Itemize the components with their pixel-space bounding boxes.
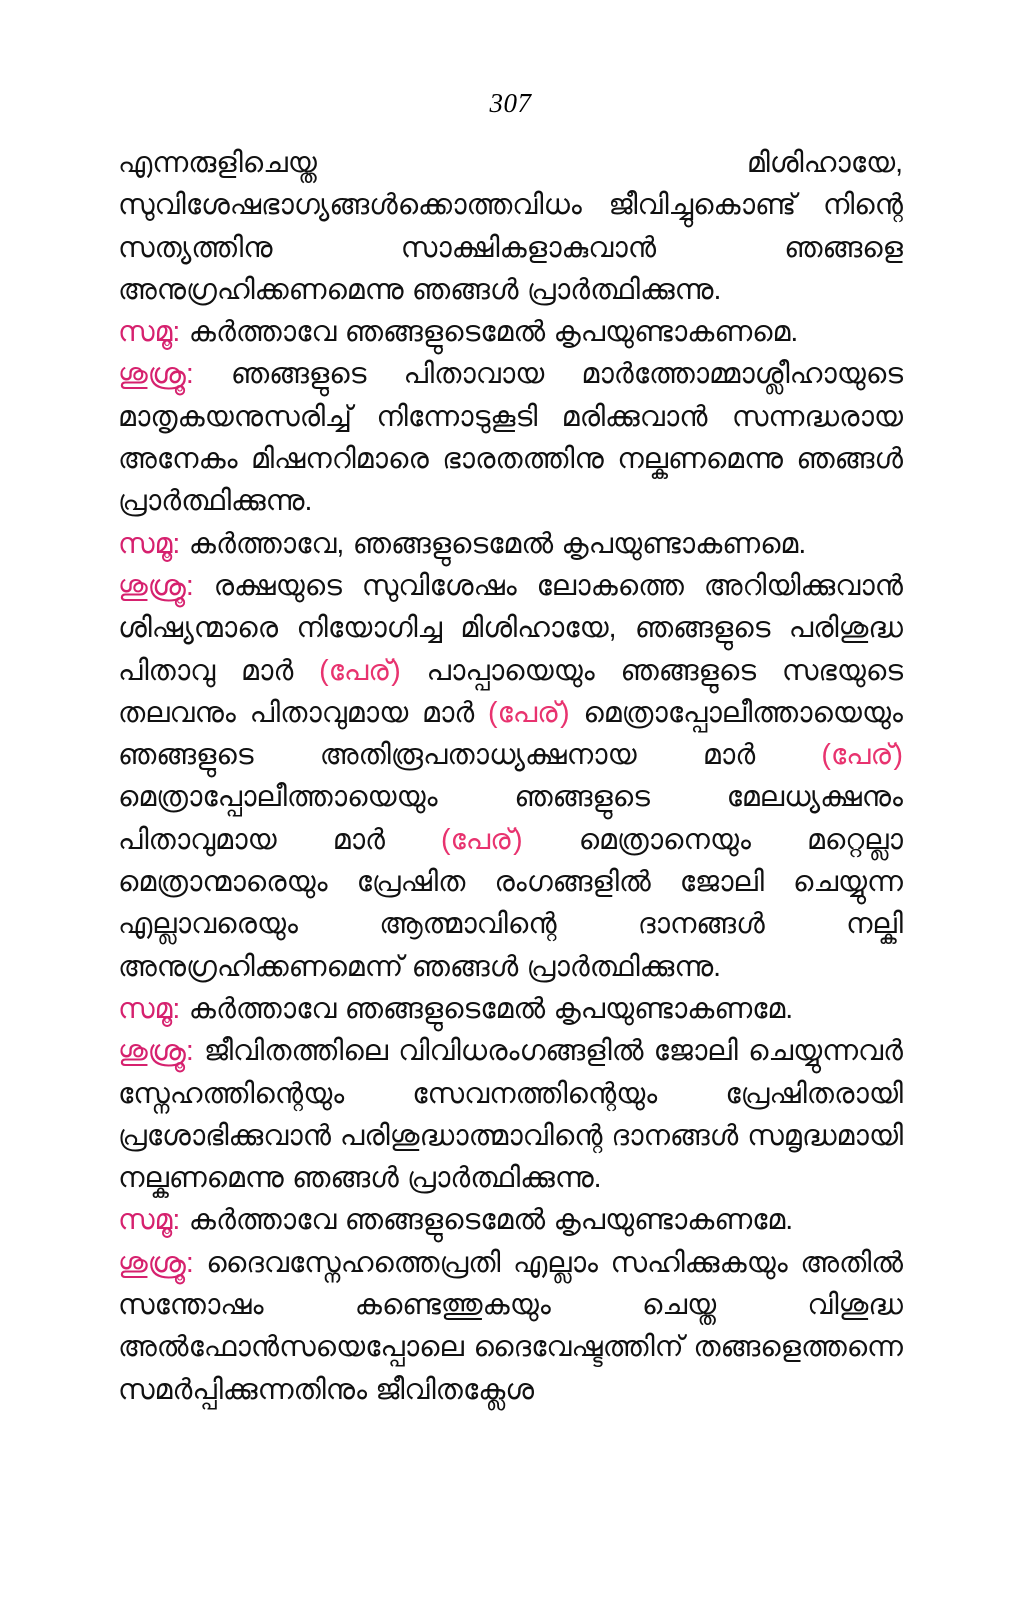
- paragraph-text: [180, 993, 188, 1025]
- paragraph-versicle: [118, 1030, 903, 1199]
- paragraph-text: മെത്രാനെയും മറ്റെല്ലാ മെത്രാന്മാരെയും പ്രേഷിത രംഗങ്ങളിൽ ജോലി ചെയ്യുന്ന എല്ലാവരെയും ആത്മാവിന്റെ ദാനങ്ങൾ നല്കി അനുഗ്രഹിക്കണമെന്ന് ഞങ്ങൾ പ്രാർത്ഥിക്കുന്നു.: [118, 823, 903, 983]
- paragraph-text: കർത്താവേ, ഞങ്ങളുടെമേൽ കൃപയുണ്ടാകണമെ.: [188, 527, 807, 560]
- rubric-label-congregation: സമൂ:: [118, 1204, 181, 1237]
- paragraph-text: [194, 570, 214, 602]
- paragraph-response: [118, 1199, 903, 1241]
- rubric-label-minister: ശുശ്രൂ:: [118, 569, 194, 602]
- paragraph-text: [180, 528, 188, 560]
- paragraph-response: [118, 311, 903, 353]
- name-placeholder: (പേര്): [821, 739, 903, 772]
- paragraph-text: കർത്താവേ ഞങ്ങളുടെമേൽ കൃപയുണ്ടാകണമേ.: [188, 992, 794, 1025]
- paragraph-versicle-with-placeholders: [118, 565, 903, 988]
- paragraph-prayer-continuation: [118, 142, 903, 311]
- paragraph-text: [180, 316, 188, 348]
- paragraph-text: ദൈവസ്നേഹത്തെപ്രതി എല്ലാം സഹിക്കുകയും അതിൽ സന്തോഷം കണ്ടെത്തുകയും ചെയ്ത വിശുദ്ധ അൽഫോൻസയെപ്പോലെ ദൈവേഷ്ടത്തിന് തങ്ങളെത്തന്നെ സമർപ്പിക്കുന്നതിനും ജീവിതക്ലേശ: [118, 1246, 904, 1406]
- rubric-label-congregation: സമൂ:: [118, 527, 181, 560]
- rubric-label-congregation: സമൂ:: [118, 316, 181, 349]
- paragraph-text: ജീവിതത്തിലെ വിവിധരംഗങ്ങളിൽ ജോലി ചെയ്യുന്നവർ സ്നേഹത്തിന്റെയും സേവനത്തിന്റെയും പ്രേഷിതരായി പ്രശോഭിക്കുവാൻ പരിശുദ്ധാത്മാവിന്റെ ദാനങ്ങൾ സമൃദ്ധമായി നല്കണമെന്നു ഞങ്ങൾ പ്രാർത്ഥിക്കുന്നു.: [118, 1035, 903, 1195]
- rubric-label-minister: ശുശ്രൂ:: [118, 1246, 194, 1279]
- paragraph-text: [194, 1035, 204, 1067]
- name-placeholder: (പേര്): [441, 823, 523, 856]
- name-placeholder: (പേര്): [488, 696, 570, 729]
- rubric-label-minister: ശുശ്രൂ:: [118, 358, 194, 391]
- paragraph-text: മെത്രാപ്പോലീത്തായെയും ഞങ്ങളുടെ മേലധ്യക്ഷനും പിതാവുമായ മാർ: [118, 781, 903, 856]
- paragraph-text: കർത്താവേ ഞങ്ങളുടെമേൽ കൃപയുണ്ടാകണമെ.: [188, 316, 799, 349]
- paragraph-text: കർത്താവേ ഞങ്ങളുടെമേൽ കൃപയുണ്ടാകണമേ.: [188, 1204, 794, 1237]
- name-placeholder: (പേര്): [319, 654, 401, 687]
- paragraph-text: രക്ഷയുടെ സുവിശേഷം ലോകത്തെ അറിയിക്കുവാൻ ശിഷ്യന്മാരെ നിയോഗിച്ച മിശിഹായേ, ഞങ്ങളുടെ പരിശുദ്ധ പിതാവു മാർ: [118, 569, 903, 687]
- paragraph-response: [118, 988, 903, 1030]
- paragraph-text: [194, 358, 231, 390]
- paragraph-text: [180, 1204, 188, 1236]
- paragraph-text: എന്നരുളിചെയ്ത മിശിഹായേ, സുവിശേഷഭാഗ്യങ്ങൾക്കൊത്തവിധം ജീവിച്ചുകൊണ്ട് നിന്റെ സത്യത്തിനു സാക്ഷികളാകുവാൻ ഞങ്ങളെ അനുഗ്രഹിക്കണമെന്നു ഞങ്ങൾ പ്രാർത്ഥിക്കുന്നു.: [118, 147, 903, 306]
- rubric-label-congregation: സമൂ:: [118, 992, 181, 1025]
- paragraph-text: ഞങ്ങളുടെ പിതാവായ മാർത്തോമ്മാശ്ലീഹായുടെ മാതൃകയനുസരിച്ച് നിന്നോടുകൂടി മരിക്കുവാൻ സന്നദ്ധരായ അനേകം മിഷനറിമാരെ ഭാരതത്തിനു നല്കണമെന്നു ഞങ്ങൾ പ്രാർത്ഥിക്കുന്നു.: [118, 358, 903, 518]
- paragraph-text: മെത്രാപ്പോലീത്തായെയും ഞങ്ങളുടെ അതിരൂപതാധ്യക്ഷനായ മാർ: [118, 696, 903, 772]
- paragraph-response: [118, 523, 903, 565]
- paragraph-versicle-truncated: [118, 1242, 903, 1411]
- page-body-column: [118, 142, 903, 1411]
- paragraph-text: പാപ്പായെയും ഞങ്ങളുടെ സഭയുടെ തലവനും പിതാവുമായ മാർ: [118, 654, 903, 729]
- paragraph-versicle: [118, 353, 903, 522]
- page-number: 307: [489, 88, 532, 118]
- paragraph-text: [194, 1247, 207, 1279]
- rubric-label-minister: ശുശ്രൂ:: [118, 1035, 194, 1068]
